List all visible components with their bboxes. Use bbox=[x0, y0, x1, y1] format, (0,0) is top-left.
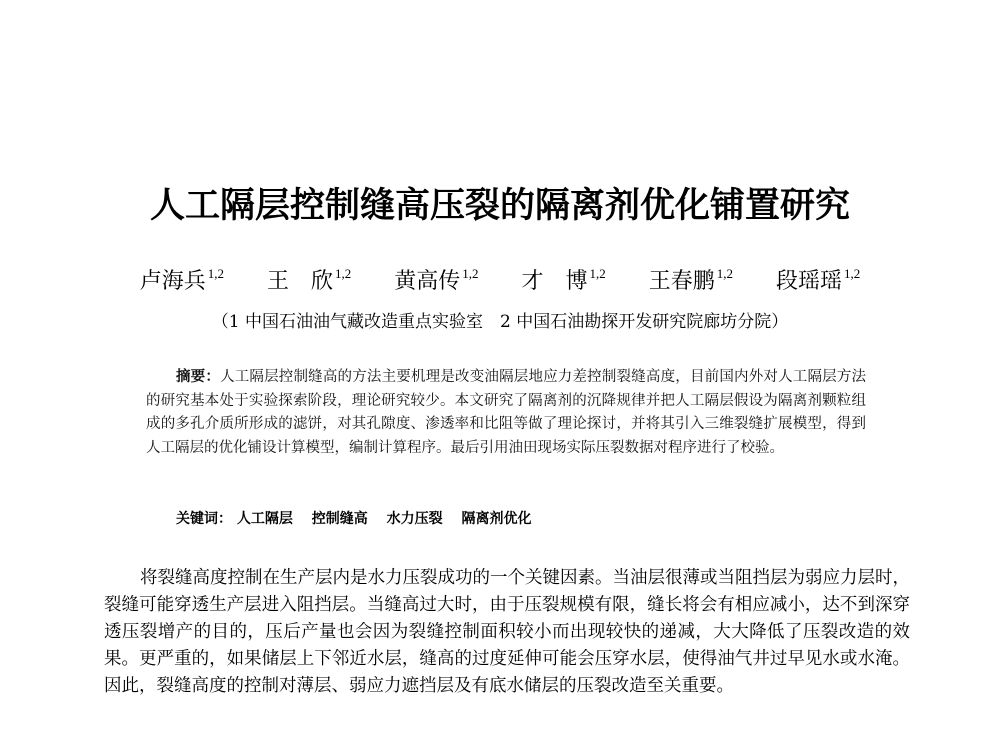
keyword: 隔离剂优化 bbox=[461, 511, 532, 527]
abstract-label: 摘要： bbox=[176, 369, 221, 385]
abstract-text: 人工隔层控制缝高的方法主要机理是改变油隔层地应力差控制裂缝高度，目前国内外对人工隔层方法的研究基本处于实验探索阶段，理论研究较少。本文研究了隔离剂的沉降规律并把人工隔层假设为隔离剂颗粒组成的多孔介质所形成的滤饼，对其孔隙度、渗透率和比阻等做了理论探讨，并将其引入三维裂缝扩展模型，得到人工隔层的优化铺设计算模型，编制计算程序。最后引用油田现场实际压裂数据对程序进行了校验。 bbox=[146, 369, 867, 456]
keywords bbox=[176, 508, 546, 528]
author bbox=[267, 264, 351, 295]
author bbox=[394, 264, 478, 295]
paper-title: 人工隔层控制缝高压裂的隔离剂优化铺置研究 bbox=[149, 186, 850, 226]
author-name: 王春鹏 bbox=[648, 269, 715, 294]
keyword: 控制缝高 bbox=[311, 511, 368, 527]
author-name: 才 博 bbox=[521, 269, 588, 294]
body-paragraph-text: 将裂缝高度控制在生产层内是水力压裂成功的一个关键因素。当油层很薄或当阻挡层为弱应力层时，裂缝可能穿透生产层进入阻挡层。当缝高过大时，由于压裂规模有限，缝长将会有相应减小，达不到深穿透压裂增产的目的，压后产量也会因为裂缝控制面积较小而出现较快的递减，大大降低了压裂改造的效果。更严重的，如果储层上下邻近水层，缝高的过度延伸可能会压穿水层，使得油气井过早见水或水淹。因此，裂缝高度的控制对薄层、弱应力遮挡层及有底水储层的压裂改造至关重要。 bbox=[104, 568, 910, 696]
abstract bbox=[146, 366, 866, 460]
author-affiliation-mark: 1,2 bbox=[589, 266, 606, 281]
author-name: 卢海兵 bbox=[139, 269, 206, 294]
keywords-label: 关键词： bbox=[176, 511, 232, 527]
keyword: 水力压裂 bbox=[386, 511, 443, 527]
author bbox=[140, 264, 224, 295]
author bbox=[649, 264, 733, 295]
author bbox=[522, 264, 606, 295]
author-name: 黄高传 bbox=[394, 269, 461, 294]
author-list bbox=[0, 264, 1000, 295]
author-name: 王 欣 bbox=[266, 269, 333, 294]
author-affiliation-mark: 1,2 bbox=[334, 266, 352, 281]
author-name: 段瑶瑶 bbox=[776, 269, 843, 294]
author bbox=[776, 264, 860, 295]
author-affiliation-mark: 1,2 bbox=[844, 266, 861, 281]
author-affiliation-mark: 1,2 bbox=[207, 266, 224, 281]
affiliation-line: （1 中国石油油气藏改造重点实验室 2 中国石油勘探开发研究院廊坊分院） bbox=[211, 312, 789, 332]
body-paragraph bbox=[104, 565, 910, 700]
author-affiliation-mark: 1,2 bbox=[716, 266, 734, 281]
author-affiliation-mark: 1,2 bbox=[462, 266, 479, 281]
keyword: 人工隔层 bbox=[236, 511, 293, 527]
